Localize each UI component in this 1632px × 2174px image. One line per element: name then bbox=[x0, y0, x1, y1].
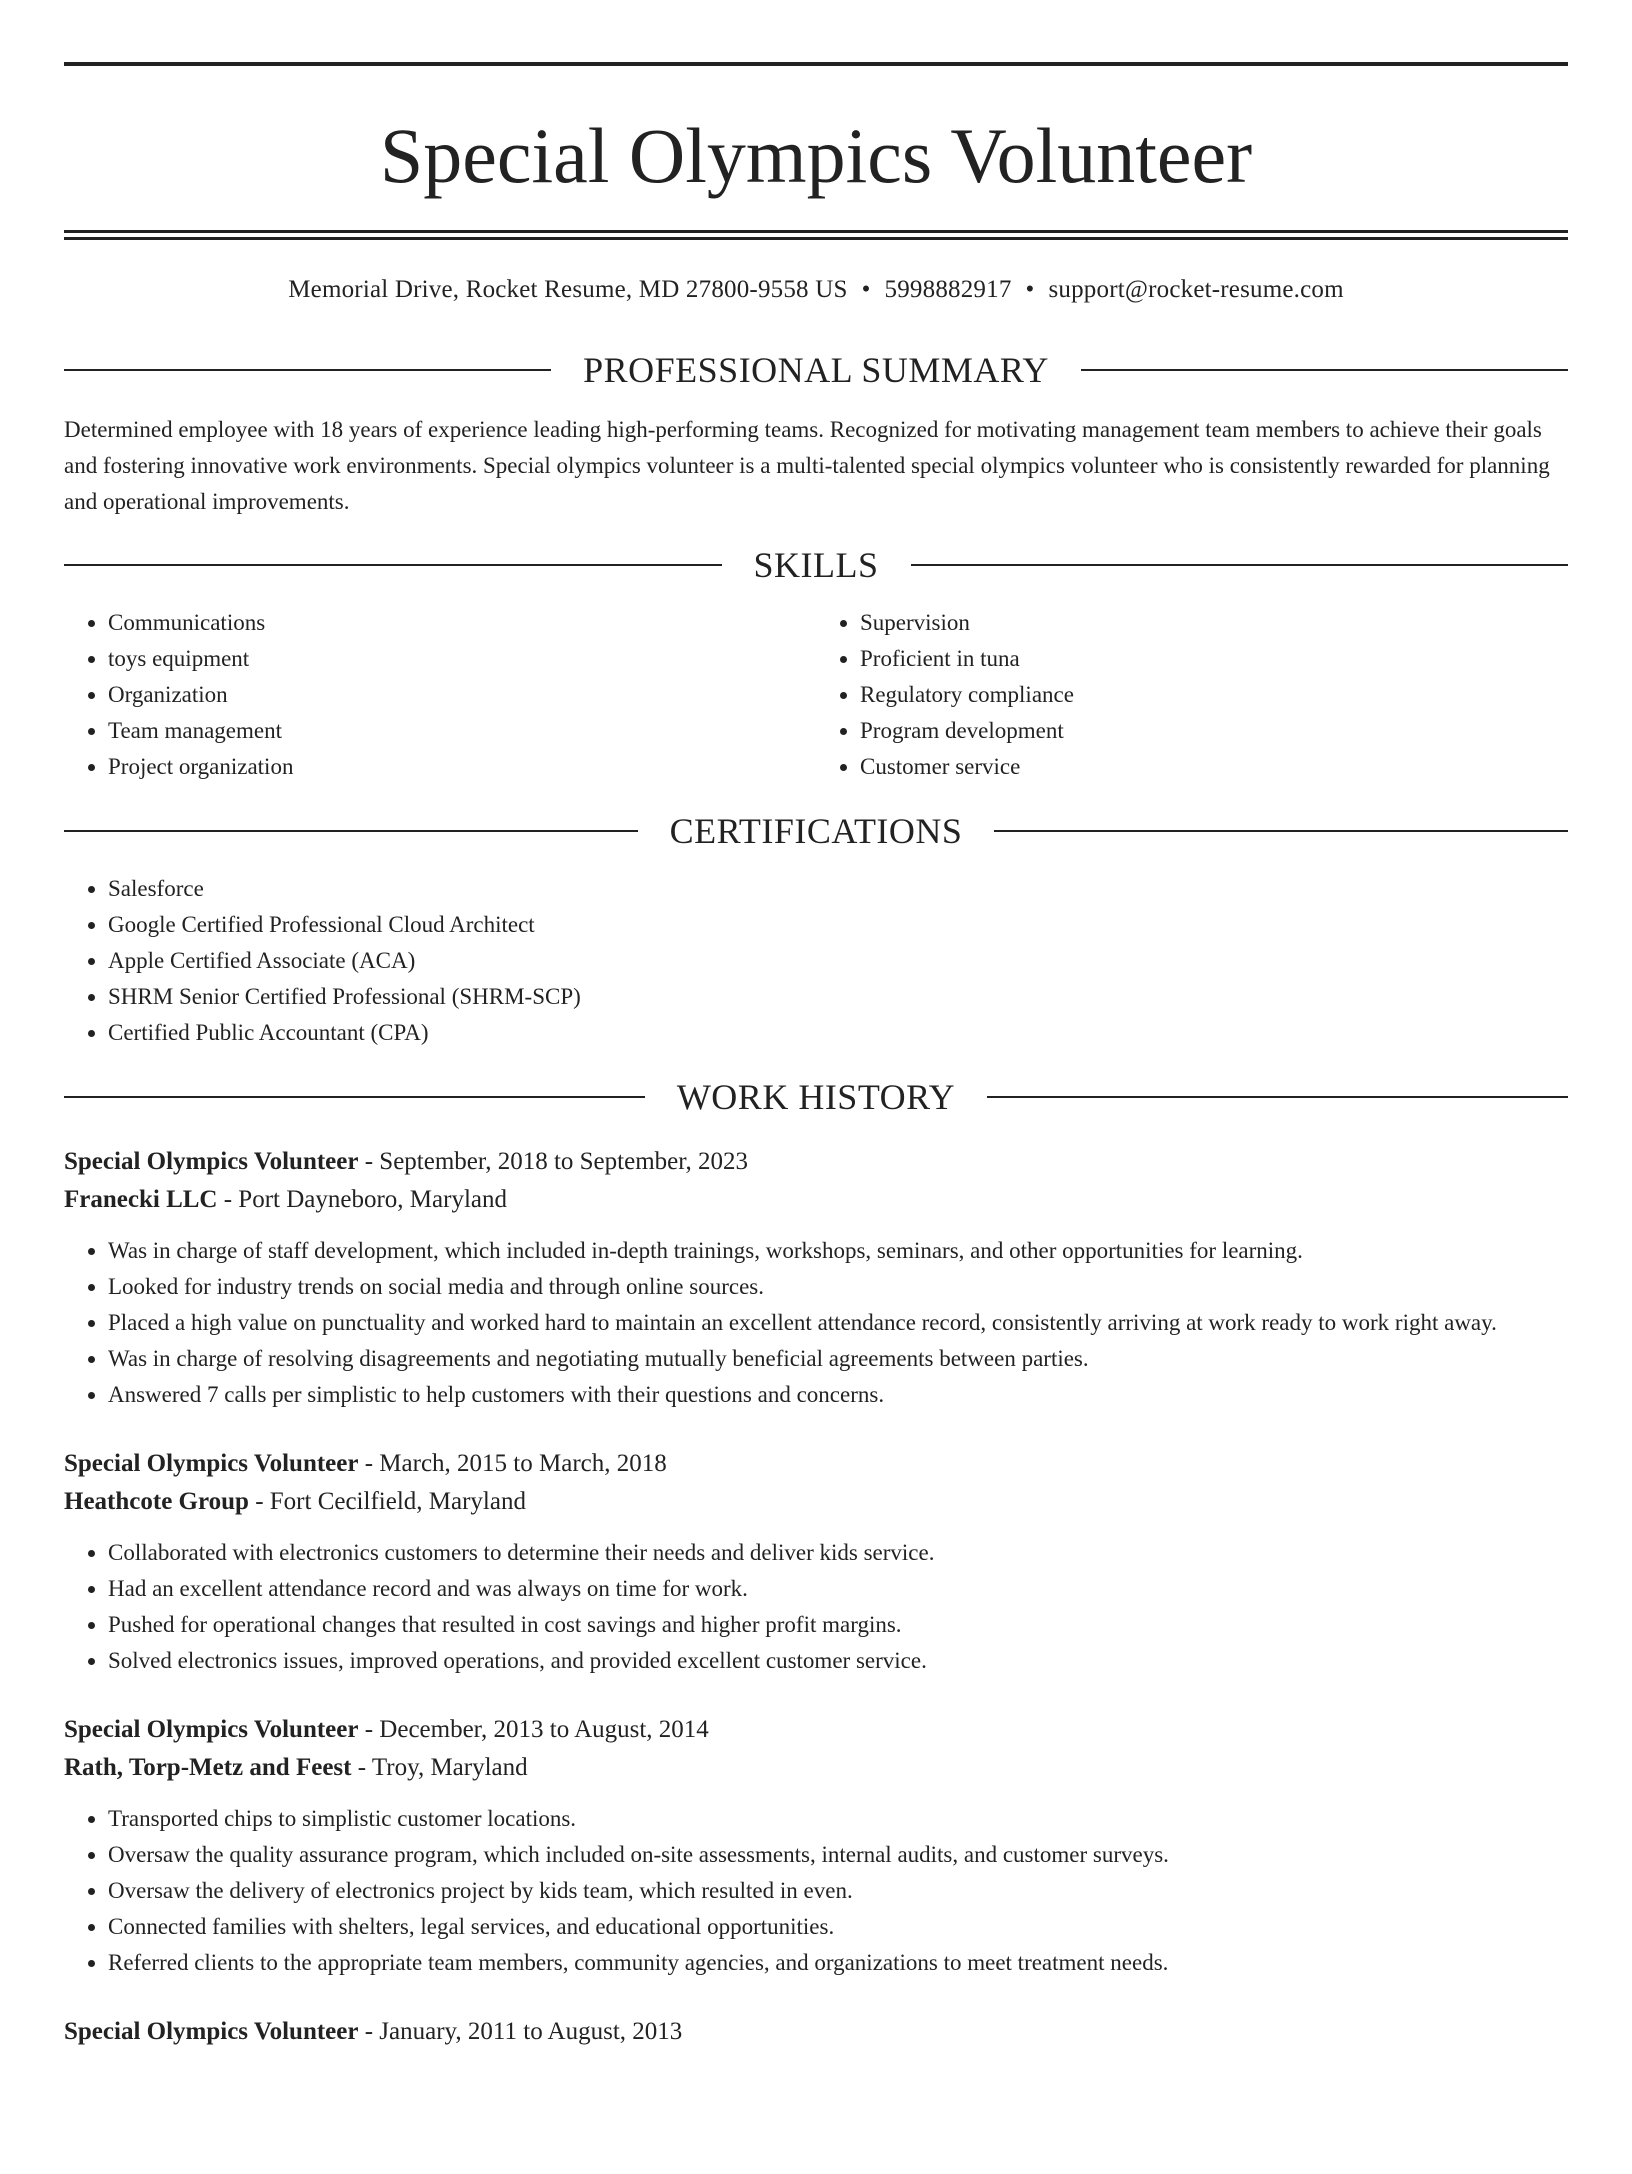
heading-rule-left bbox=[64, 1096, 645, 1098]
job-entry bbox=[64, 1143, 1568, 1413]
job-location: Troy, Maryland bbox=[371, 1754, 528, 1781]
job-bullet: • Referred clients to the appropriate team members, community agencies, and organizations to meet treatment needs. bbox=[108, 1945, 1568, 1981]
section-title: WORK HISTORY bbox=[676, 1077, 956, 1117]
skill-item: • Regulatory compliance bbox=[860, 677, 1568, 713]
heading-rule-right bbox=[994, 830, 1568, 832]
job-bullet: • Transported chips to simplistic customer locations. bbox=[108, 1801, 1568, 1837]
section-title: CERTIFICATIONS bbox=[669, 811, 963, 851]
certification-item: • Apple Certified Associate (ACA) bbox=[108, 943, 1568, 979]
job-company: Heathcote Group bbox=[64, 1488, 249, 1515]
job-bullet: • Placed a high value on punctuality and worked hard to maintain an excellent attendance record, consistently arriving at work ready to work right away. bbox=[108, 1305, 1568, 1341]
skills-columns bbox=[64, 605, 1568, 785]
section-title: PROFESSIONAL SUMMARY bbox=[583, 350, 1049, 390]
job-dates: January, 2011 to August, 2013 bbox=[379, 2018, 683, 2045]
contact-separator: • bbox=[861, 276, 871, 303]
job-bullet: • Had an excellent attendance record and was always on time for work. bbox=[108, 1571, 1568, 1607]
job-company-line bbox=[64, 1483, 1568, 1521]
certification-item: • SHRM Senior Certified Professional (SHRM-SCP) bbox=[108, 979, 1568, 1015]
job-dash: - bbox=[358, 1450, 380, 1477]
header-double-rule bbox=[64, 230, 1568, 240]
section-title: SKILLS bbox=[753, 545, 879, 585]
job-bullet: • Collaborated with electronics customers to determine their needs and deliver kids service. bbox=[108, 1535, 1568, 1571]
job-bullet: • Solved electronics issues, improved operations, and provided excellent customer service. bbox=[108, 1643, 1568, 1679]
section-heading-summary bbox=[64, 348, 1568, 392]
skill-item: • Proficient in tuna bbox=[860, 641, 1568, 677]
summary-text: Determined employee with 18 years of experience leading high-performing teams. Recognized for motivating management team members to achieve their goals and fostering innovative work environments. Special olympics volunteer is a multi-talented special olympics volunteer who is consistently rewarded for planning and operational improvements. bbox=[64, 417, 1550, 514]
section-heading-skills bbox=[64, 543, 1568, 587]
job-dash: - bbox=[248, 1488, 270, 1515]
job-company-line bbox=[64, 1749, 1568, 1787]
job-title: Special Olympics Volunteer bbox=[64, 2018, 359, 2045]
skill-item: • Program development bbox=[860, 713, 1568, 749]
job-company: Rath, Torp-Metz and Feest bbox=[64, 1754, 352, 1781]
skill-item: • Customer service bbox=[860, 749, 1568, 785]
job-dash: - bbox=[217, 1186, 239, 1213]
heading-rule-right bbox=[987, 1096, 1568, 1098]
skills-list-right bbox=[816, 605, 1568, 785]
job-bullets bbox=[64, 1535, 1568, 1679]
contact-phone: 5998882917 bbox=[884, 276, 1012, 303]
job-dates: December, 2013 to August, 2014 bbox=[379, 1716, 709, 1743]
job-bullet: • Oversaw the delivery of electronics project by kids team, which resulted in even. bbox=[108, 1873, 1568, 1909]
job-entry bbox=[64, 1445, 1568, 1679]
heading-rule-right bbox=[1081, 369, 1568, 371]
job-bullet: • Answered 7 calls per simplistic to help customers with their questions and concerns. bbox=[108, 1377, 1568, 1413]
job-bullets bbox=[64, 1801, 1568, 1981]
skill-item: • toys equipment bbox=[108, 641, 816, 677]
contact-line bbox=[64, 276, 1568, 304]
skill-item: • Supervision bbox=[860, 605, 1568, 641]
heading-rule-left bbox=[64, 369, 551, 371]
heading-rule-left bbox=[64, 564, 722, 566]
job-dash: - bbox=[358, 1148, 380, 1175]
job-title: Special Olympics Volunteer bbox=[64, 1450, 359, 1477]
job-dash: - bbox=[351, 1754, 372, 1781]
skills-list-left bbox=[64, 605, 816, 785]
certifications-list bbox=[64, 871, 1568, 1051]
header-top-rule bbox=[64, 62, 1568, 66]
job-company: Franecki LLC bbox=[64, 1186, 218, 1213]
skill-item: • Team management bbox=[108, 713, 816, 749]
job-bullet: • Was in charge of resolving disagreements and negotiating mutually beneficial agreements between parties. bbox=[108, 1341, 1568, 1377]
job-bullet: • Looked for industry trends on social media and through online sources. bbox=[108, 1269, 1568, 1305]
job-dash: - bbox=[358, 1716, 380, 1743]
skill-item: • Project organization bbox=[108, 749, 816, 785]
heading-rule-right bbox=[911, 564, 1569, 566]
job-bullet: • Was in charge of staff development, which included in-depth trainings, workshops, seminars, and other opportunities for learning. bbox=[108, 1233, 1568, 1269]
heading-rule-left bbox=[64, 830, 638, 832]
job-bullets bbox=[64, 1233, 1568, 1413]
skill-item: • Organization bbox=[108, 677, 816, 713]
contact-address: Memorial Drive, Rocket Resume, MD 27800-9558 US bbox=[288, 276, 848, 303]
certification-item: • Salesforce bbox=[108, 871, 1568, 907]
job-location: Fort Cecilfield, Maryland bbox=[269, 1488, 526, 1515]
job-dates: September, 2018 to September, 2023 bbox=[379, 1148, 749, 1175]
section-heading-work bbox=[64, 1075, 1568, 1119]
job-title: Special Olympics Volunteer bbox=[64, 1716, 359, 1743]
job-dates: March, 2015 to March, 2018 bbox=[379, 1450, 667, 1477]
job-bullet: • Pushed for operational changes that resulted in cost savings and higher profit margins. bbox=[108, 1607, 1568, 1643]
skill-item: • Communications bbox=[108, 605, 816, 641]
job-dash: - bbox=[358, 2018, 380, 2045]
job-title-line bbox=[64, 1711, 1568, 1749]
certification-item: • Google Certified Professional Cloud Architect bbox=[108, 907, 1568, 943]
job-entry bbox=[64, 1711, 1568, 1981]
job-company-line bbox=[64, 1181, 1568, 1219]
job-title-line bbox=[64, 1143, 1568, 1181]
candidate-name: Special Olympics Volunteer bbox=[379, 112, 1253, 199]
job-entry bbox=[64, 2013, 1568, 2051]
job-bullet: • Connected families with shelters, legal services, and educational opportunities. bbox=[108, 1909, 1568, 1945]
job-location: Port Dayneboro, Maryland bbox=[238, 1186, 507, 1213]
job-title-line bbox=[64, 2013, 1568, 2051]
section-heading-certifications bbox=[64, 809, 1568, 853]
resume-page bbox=[0, 62, 1632, 2174]
job-title: Special Olympics Volunteer bbox=[64, 1148, 359, 1175]
job-title-line bbox=[64, 1445, 1568, 1483]
contact-separator: • bbox=[1025, 276, 1035, 303]
contact-email: support@rocket-resume.com bbox=[1048, 276, 1344, 303]
certification-item: • Certified Public Accountant (CPA) bbox=[108, 1015, 1568, 1051]
job-bullet: • Oversaw the quality assurance program, which included on-site assessments, internal audits, and customer surveys. bbox=[108, 1837, 1568, 1873]
